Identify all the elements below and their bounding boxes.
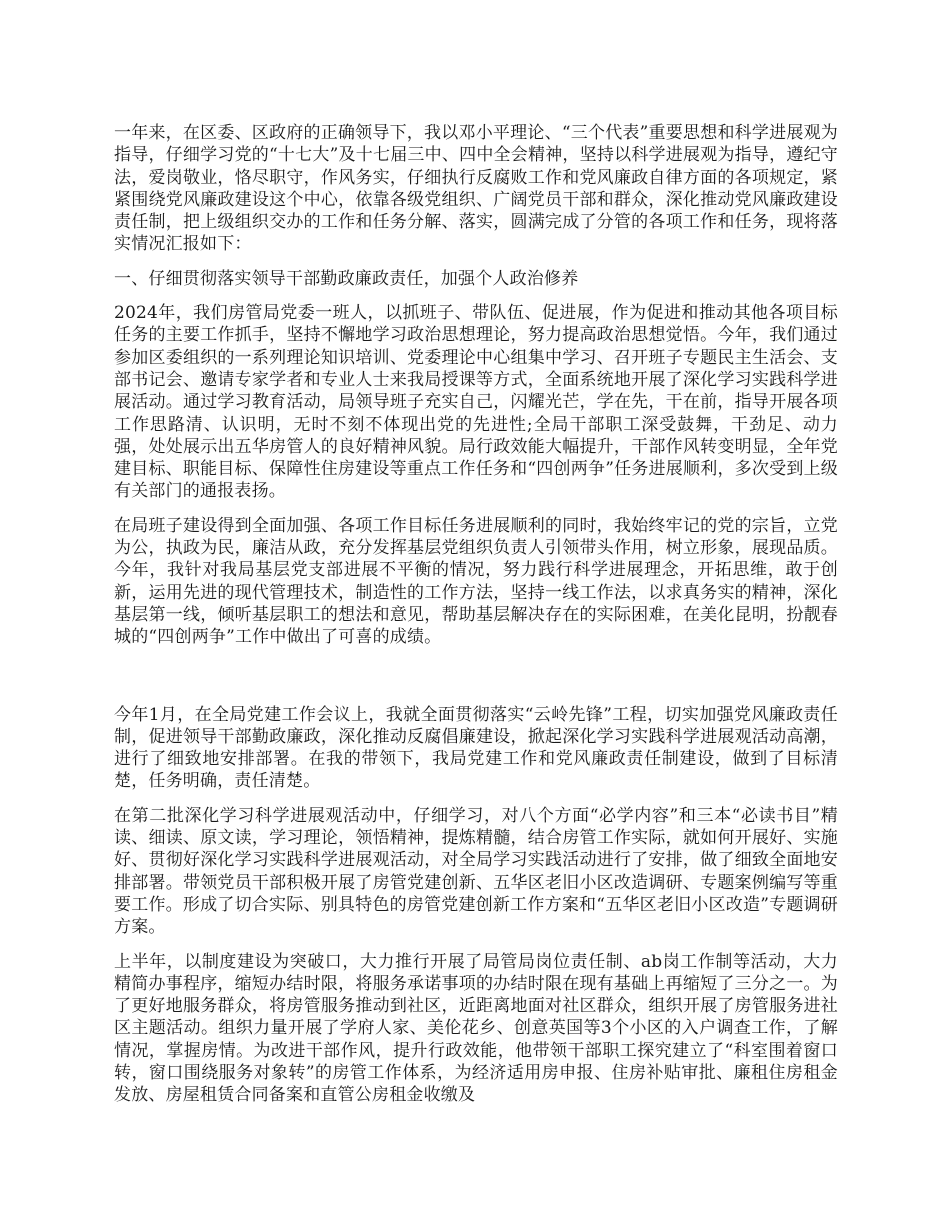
paragraph-team-building: 在局班子建设得到全面加强、各项工作目标任务进展顺利的同时，我始终牢记的党的宗旨，立党为公，执政为民，廉洁从政，充分发挥基层党组织负责人引领带头作用，树立形象，展现品质。今年，我针对我局基层党支部进展不平衡的情况，努力践行科学进展理念，开拓思维，敢于创新，运用先进的现代管理技术，制造性的工作方法，坚持一线工作法，以求真务实的精神，深化基层第一线，倾听基层职工的想法和意见，帮助基层解决存在的实际困难，在美化昆明，扮靓春城的“四创两争”工作中做出了可喜的成绩。 [114,515,838,648]
document-body [114,122,838,1119]
paragraph-first-half: 上半年，以制度建设为突破口，大力推行开展了局管局岗位责任制、ab岗工作制等活动，大力精简办事程序，缩短办结时限，将服务承诺事项的办结时限在现有基础上再缩短了三分之一。为了更好地服务群众，将房管服务推动到社区，近距离地面对社区群众，组织开展了房管服务进社区主题活动。组织力量开展了学府人家、美伦花乡、创意英国等3个小区的入户调查工作，了解情况，掌握房情。为改进干部作风，提升行政效能，他带领干部职工探究建立了“科室围着窗口转，窗口围绕服务对象转”的房管工作体系，为经济适用房申报、住房补贴审批、廉租住房租金发放、房屋租赁合同备案和直管公房租金收缴及 [114,951,838,1106]
paragraph-second-batch: 在第二批深化学习科学进展观活动中，仔细学习，对八个方面“必学内容”和三本“必读书目”精读、细读、原文读，学习理论，领悟精神，提炼精髓，结合房管工作实际，就如何开展好、实施好、贯彻好深化学习实践科学进展观活动，对全局学习实践活动进行了安排，做了细致全面地安排部署。带领党员干部积极开展了房管党建创新、五华区老旧小区改造调研、专题案例编写等重要工作。形成了切合实际、别具特色的房管党建创新工作方案和“五华区老旧小区改造”专题调研方案。 [114,805,838,938]
paragraph-january: 今年1月，在全局党建工作会议上，我就全面贯彻落实“云岭先锋”工程，切实加强党风廉政责任制，促进领导干部勤政廉政，深化推动反腐倡廉建设，掀起深化学习实践科学进展观活动高潮，进行了细致地安排部署。在我的带领下，我局党建工作和党风廉政责任制建设，做到了目标清楚，任务明确，责任清楚。 [114,704,838,792]
section-heading-1: 一、仔细贯彻落实领导干部勤政廉政责任，加强个人政治修养 [114,268,579,289]
paragraph-2024: 2024年，我们房管局党委一班人，以抓班子、带队伍、促进展，作为促进和推动其他各项目标任务的主要工作抓手，坚持不懈地学习政治思想理论，努力提高政治思想觉悟。今年，我们通过参加区委组织的一系列理论知识培训、党委理论中心组集中学习、召开班子专题民主生活会、支部书记会、邀请专家学者和专业人士来我局授课等方式，全面系统地开展了深化学习实践科学进展活动。通过学习教育活动，局领导班子充实自己，闪耀光芒，学在先，干在前，指导开展各项工作思路清、认识明，无时不刻不体现出党的先进性;全局干部职工深受鼓舞，干劲足、动力强，处处展示出五华房管人的良好精神风貌。局行政效能大幅提升，干部作风转变明显，全年党建目标、职能目标、保障性住房建设等重点工作任务和“四创两争”任务进展顺利，多次受到上级有关部门的通报表扬。 [114,303,838,502]
paragraph-gap [114,661,838,704]
paragraph-intro: 一年来，在区委、区政府的正确领导下，我以邓小平理论、“三个代表”重要思想和科学进展观为指导，仔细学习党的“十七大”及十七届三中、四中全会精神，坚持以科学进展观为指导，遵纪守法，爱岗敬业，恪尽职守，作风务实，仔细执行反腐败工作和党风廉政自律方面的各项规定，紧紧围绕党风廉政建设这个中心，依靠各级党组织、广阔党员干部和群众，深化推动党风廉政建设责任制，把上级组织交办的工作和任务分解、落实，圆满完成了分管的各项工作和任务，现将落实情况汇报如下： [114,123,838,255]
